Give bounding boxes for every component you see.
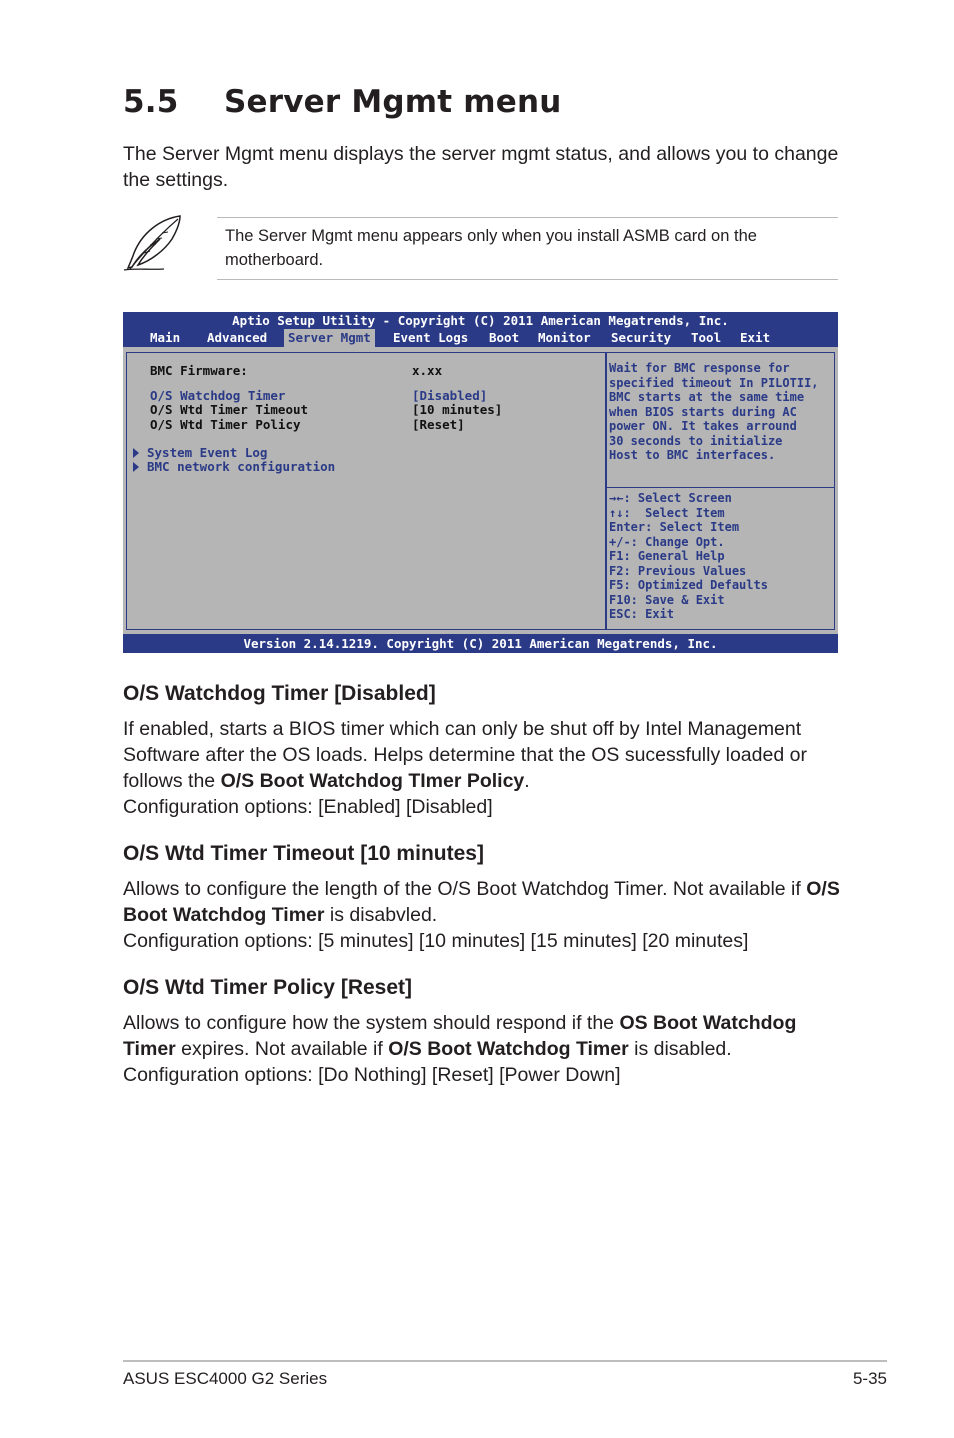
section-number: 5.5 [123, 84, 179, 120]
body-text: Allows to configure the length of the O/S Boot Watchdog Timer. Not available if [123, 878, 807, 900]
key-hint: F1: General Help [609, 549, 725, 563]
bios-settings-pane [126, 352, 607, 630]
bios-tab-boot[interactable]: Boot [489, 330, 520, 345]
section-body-watchdog [123, 716, 843, 820]
section-body-policy [123, 1010, 843, 1088]
bios-version-footer: Version 2.14.1219. Copyright (C) 2011 American Megatrends, Inc. [123, 634, 838, 653]
feather-quill-icon [120, 213, 186, 275]
help-line: when BIOS starts during AC [609, 404, 797, 419]
bios-tab-main[interactable]: Main [150, 330, 181, 345]
key-hint: Enter: Select Item [609, 520, 740, 534]
note-bottom-rule [217, 279, 838, 280]
note-top-rule [217, 217, 838, 218]
bios-menu-bar [123, 329, 838, 347]
body-bold: O/S Boot Watchdog TImer Policy [220, 770, 525, 792]
bmc-firmware-label: BMC Firmware: [150, 363, 248, 378]
section-body-timeout [123, 876, 843, 954]
key-hint: +/-: Change Opt. [609, 534, 725, 549]
footer-product-name: ASUS ESC4000 G2 Series [123, 1369, 328, 1388]
body-text: Allows to configure how the system should respond if the [123, 1012, 620, 1034]
section-title: Server Mgmt menu [224, 84, 562, 120]
body-text: is disabled. [628, 1038, 732, 1060]
timer-policy-item[interactable]: O/S Wtd Timer Policy [150, 417, 301, 432]
bios-title-bar: Aptio Setup Utility - Copyright (C) 2011 American Megatrends, Inc. [123, 312, 838, 329]
config-options: Configuration options: [5 minutes] [10 minutes] [15 minutes] [20 minutes] [123, 930, 749, 952]
help-line: power ON. It takes arround [609, 419, 797, 433]
footer-page-number: 5-35 [852, 1369, 887, 1388]
watchdog-timer-value[interactable]: [Disabled] [412, 388, 488, 403]
key-hint: ↑↓: Select Item [609, 505, 725, 520]
section-heading-watchdog: O/S Watchdog Timer [Disabled] [123, 682, 436, 705]
bios-tab-exit[interactable]: Exit [740, 330, 771, 345]
submenu-arrow-icon [133, 462, 139, 472]
help-line: Wait for BMC response for [609, 361, 790, 375]
help-line: 30 seconds to initialize [609, 433, 783, 448]
key-hint: F2: Previous Values [609, 563, 747, 578]
help-line: BMC starts at the same time [609, 390, 805, 404]
submenu-label: System Event Log [147, 445, 268, 460]
key-hint: F10: Save & Exit [609, 592, 725, 607]
submenu-label: BMC network configuration [147, 459, 336, 474]
watchdog-timer-item[interactable]: O/S Watchdog Timer [150, 388, 286, 403]
bios-tab-monitor[interactable]: Monitor [538, 330, 591, 345]
bios-help-pane [605, 352, 835, 488]
bios-tab-security[interactable]: Security [611, 330, 672, 345]
bios-tab-tool[interactable]: Tool [691, 330, 722, 345]
section-heading-timeout: O/S Wtd Timer Timeout [10 minutes] [123, 842, 484, 865]
footer-rule [123, 1360, 887, 1362]
key-hint: F5: Optimized Defaults [609, 578, 768, 592]
intro-paragraph: The Server Mgmt menu displays the server mgmt status, and allows you to change the settings. [123, 143, 839, 191]
config-options: Configuration options: [Do Nothing] [Reset] [Power Down] [123, 1064, 621, 1086]
help-line: Host to BMC interfaces. [609, 448, 776, 462]
note-text: The Server Mgmt menu appears only when you install ASMB card on the motherboard. [225, 227, 757, 269]
body-text: If enabled, starts a BIOS timer which can only be shut off by Intel Management Software after the OS loads. Helps determine that the OS sucessfully loaded or follows the [123, 718, 807, 792]
bios-tab-server-mgmt[interactable]: Server Mgmt [284, 329, 375, 347]
bios-tab-event-logs[interactable]: Event Logs [393, 330, 469, 345]
timer-timeout-value[interactable]: [10 minutes] [412, 402, 503, 417]
page-title [123, 84, 562, 120]
body-text: expires. Not available if [175, 1038, 389, 1060]
submenu-bmc-network[interactable] [133, 460, 335, 474]
bios-tab-advanced[interactable]: Advanced [207, 330, 268, 345]
bmc-firmware-value: x.xx [412, 363, 443, 378]
body-bold: O/S Boot Watchdog Timer [388, 1038, 629, 1060]
section-heading-policy: O/S Wtd Timer Policy [Reset] [123, 976, 413, 999]
body-bold: OS Boot Watchdog Timer [123, 1012, 797, 1060]
key-hint: ESC: Exit [609, 607, 675, 621]
key-hint: →←: Select Screen [609, 491, 732, 505]
help-line: specified timeout In PILOTII, [609, 375, 819, 390]
body-text: . [524, 770, 530, 792]
body-text: is disabvled. [324, 904, 438, 926]
body-bold: O/S Boot Watchdog Timer [123, 878, 840, 926]
config-options: Configuration options: [Enabled] [Disabled] [123, 796, 493, 818]
submenu-system-event-log[interactable] [133, 446, 267, 460]
timer-timeout-item[interactable]: O/S Wtd Timer Timeout [150, 402, 309, 417]
timer-policy-value[interactable]: [Reset] [412, 417, 465, 432]
bios-screenshot [123, 312, 838, 653]
bios-keys-pane [605, 487, 835, 630]
submenu-arrow-icon [133, 448, 139, 458]
